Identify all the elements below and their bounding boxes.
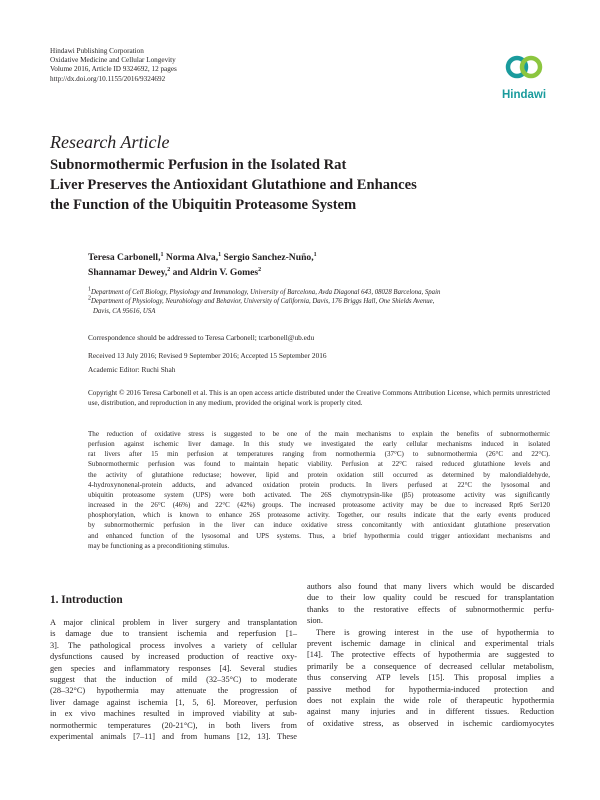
abstract-line: Subnormothermic perfusion was found to maintain hepatic viability. Perfusion at 22°C raised reduced glutathione levels and	[88, 460, 550, 469]
journal-info	[50, 47, 177, 84]
body-line: against many injuries and in different tissues. Reduction	[307, 707, 554, 717]
affiliation-text: Department of Cell Biology, Physiology and Immunology, University of Barcelona, Avda Diagonal 643, 08028 Barcelona, Spain	[91, 289, 441, 296]
abstract-line: 4-hydroxynonenal-protein adducts, and advanced oxidation protein products. In livers perfused at 22°C the lysosomal and	[88, 480, 550, 489]
abstract-line: may be functioning as a preconditioning stimulus.	[88, 541, 230, 550]
author-name: Norma Alva,	[163, 252, 219, 263]
body-line: (28–32°C) hypothermia may attenuate the progression of	[50, 686, 297, 696]
affiliation-1	[88, 288, 558, 297]
correspondence: Correspondence should be addressed to Teresa Carbonell; tcarbonell@ub.edu	[88, 333, 315, 342]
abstract-line: the activity of glutathione reductase; however, lipid and protein oxidation still occurred as determined by malondialdehyde,	[88, 470, 550, 479]
affiliation-2-cont: Davis, CA 95616, USA	[93, 307, 156, 315]
copyright-notice: Copyright © 2016 Teresa Carbonell et al. This is an open access article distributed under the Creative Commons Attribution License, which permits unrestricted use, distribution, and reproduction in any medium, provided the original work is properly cited.	[88, 389, 550, 408]
body-line: thus conserving ATP levels [15]. This proposal implies a	[307, 673, 554, 683]
affiliation-marker: 1	[160, 251, 164, 258]
affiliation-text: Department of Physiology, Neurobiology and Behavior, University of California, Davis, 176 Briggs Hall, One Shields Avenue,	[91, 298, 435, 306]
left-column	[50, 617, 297, 742]
body-line: of oxidative stress, as observed in ischemic cardiomyocytes	[307, 718, 554, 728]
affiliation-2	[88, 297, 558, 306]
author-name: Sergio Sanchez-Nuño,	[221, 252, 314, 263]
body-line: There is growing interest in the use of hypothermia to	[316, 627, 554, 637]
author-line	[88, 265, 317, 280]
journal-name: Oxidative Medicine and Cellular Longevity	[50, 56, 176, 65]
author-name: Teresa Carbonell,	[88, 252, 161, 263]
body-line: 3]. The pathological process involves a variety of cellular	[50, 640, 297, 650]
body-line: normothermic temperatures (20-21°C), in both livers from	[50, 720, 297, 730]
abstract	[88, 429, 550, 551]
affiliation-marker: 2	[167, 266, 171, 273]
affiliations	[88, 288, 558, 316]
body-line: prevent ischemic damage in clinical and experimental trials	[307, 639, 554, 649]
author-name: and Aldrin V. Gomes	[170, 267, 259, 278]
abstract-line: rat livers after 15 min perfusion at temperatures ranging from normothermia (37°C) to subnormothermia (26°C and 22°C).	[88, 450, 550, 459]
body-line: dysfunctions caused by increased production of reactive oxy-	[50, 652, 297, 662]
article-title	[50, 155, 520, 215]
body-line: in ex vivo machines resulted in improved viability at sub-	[50, 709, 297, 719]
volume-line: Volume 2016, Article ID 9324692, 12 pages	[50, 65, 177, 74]
body-line: sion.	[307, 616, 323, 626]
section-heading: 1. Introduction	[50, 594, 123, 606]
academic-editor: Academic Editor: Ruchi Shah	[88, 365, 176, 374]
abstract-line: perfusion against ischemic liver damage. In this study we investigated the early cellular mechanisms induced in isolated	[88, 440, 550, 449]
author-name: Shannamar Dewey,	[88, 267, 168, 278]
body-line: primarily be a consequence of decreased cellular metabolism,	[307, 661, 554, 671]
title-line: Liver Preserves the Antioxidant Glutathione and Enhances	[50, 177, 417, 193]
affiliation-marker: 2	[258, 266, 262, 273]
body-line: is damage due to transient ischemia and reperfusion [1–	[50, 629, 297, 639]
affiliation-marker: 1	[218, 251, 222, 258]
body-line: gen species and inflammatory responses [4]. Several studies	[50, 663, 297, 673]
affiliation-marker: 1	[313, 251, 317, 258]
abstract-line: phosphorylation, which is known to enhance 26S proteasome activity. Together, our results indicate that the early events produced	[88, 511, 550, 520]
abstract-line: The reduction of oxidative stress is suggested to be one of the main mechanisms to explain the benefits of subnormothermic	[88, 430, 550, 438]
abstract-line: increased in the 26°C (46%) and 22°C (42%) groups. The increased proteasome activity may be due to increased Rpt6 Ser120	[88, 501, 550, 510]
affiliation-number: 1	[88, 286, 91, 293]
body-line: due to their low quality could be rescued for transplantation	[307, 593, 554, 603]
abstract-line: ubiquitin proteasome system (UPS) were both activated. The 26S chymotrypsin-like (β5) proteasome activity was significantly	[88, 490, 550, 499]
body-line: suggest that the induction of mild (32–35°C) to moderate	[50, 675, 297, 685]
body-line: passive method for hypothermia-induced protection and	[307, 684, 554, 694]
author-list	[88, 250, 317, 280]
publisher: Hindawi Publishing Corporation	[50, 47, 144, 55]
abstract-line: and enhanced function of the lysosomal and UPS systems. Thus, a brief hypothermia could trigger antioxidant mechanisms and	[88, 531, 550, 540]
author-line	[88, 250, 317, 265]
body-line: authors also found that many livers which would be discarded	[307, 582, 554, 591]
body-line: A major clinical problem in liver surgery and transplantation	[50, 618, 297, 627]
hindawi-logo-text: Hindawi	[501, 89, 547, 101]
title-line: Subnormothermic Perfusion in the Isolated Rat	[50, 157, 347, 173]
body-line: does not explain the wide role of therapeutic hypothermia	[307, 696, 554, 706]
body-line: [14]. The protective effects of hypothermia are suggested to	[307, 650, 554, 660]
body-line: thanks to the restorative effects of subnormothermic perfu-	[307, 604, 554, 614]
doi-link[interactable]: http://dx.doi.org/10.1155/2016/9324692	[50, 74, 166, 83]
body-line: experimental animals [7–11] and from humans [12, 13]. These	[50, 732, 297, 742]
affiliation-number: 2	[88, 296, 91, 303]
body-line: liver damage against ischemia [1, 5, 6]. Moreover, perfusion	[50, 697, 297, 707]
right-column	[307, 581, 554, 729]
title-line: the Function of the Ubiquitin Proteasome System	[50, 197, 357, 213]
abstract-line: by subnormothermic perfusion in the liver can induce oxidative stress concomitantly with antioxidant glutathione preservation	[88, 521, 550, 530]
article-type: Research Article	[50, 132, 170, 152]
dates: Received 13 July 2016; Revised 9 September 2016; Accepted 15 September 2016	[88, 351, 327, 360]
